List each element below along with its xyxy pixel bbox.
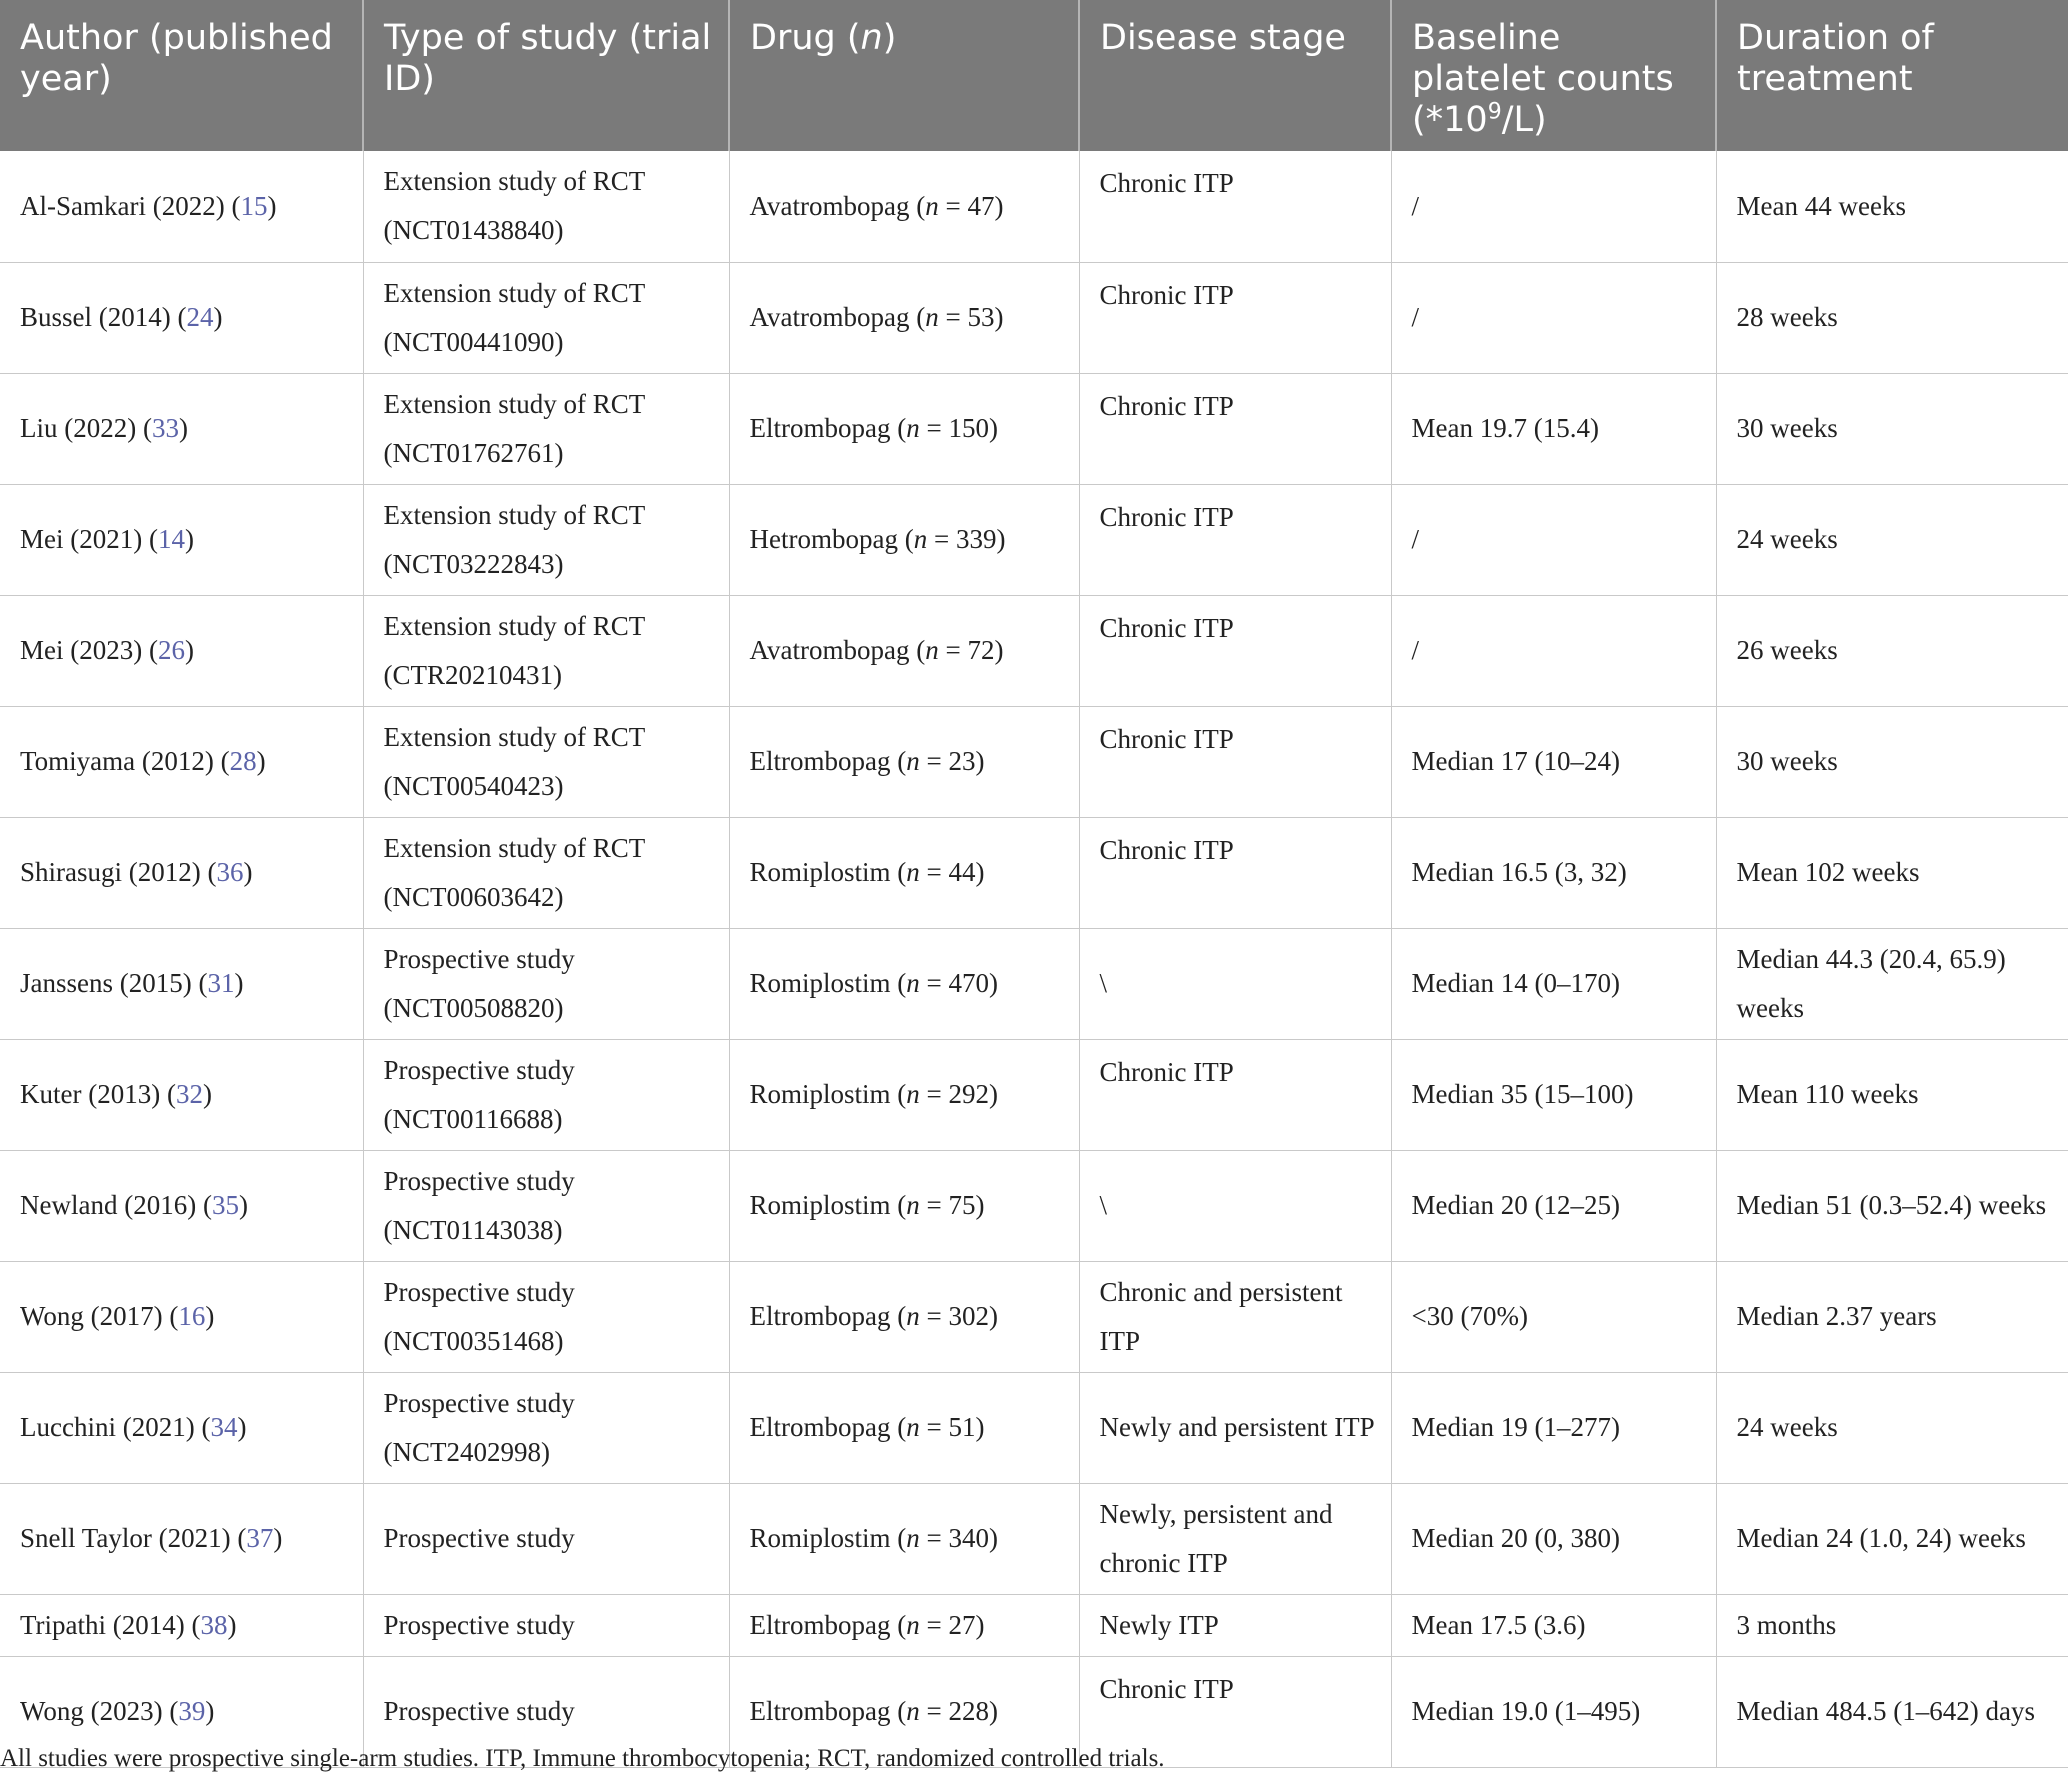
baseline-text: Median 35 (15–100) (1411, 1079, 1634, 1109)
sample-size-text: 339 (955, 524, 997, 554)
drug-name-text: Hetrombopag (749, 524, 898, 554)
study-type-text: Prospective study (383, 1696, 575, 1726)
cell-baseline (1391, 1150, 1716, 1261)
n-symbol: n (906, 413, 920, 443)
sample-size-text: 150 (948, 413, 989, 443)
cell-author: Bussel (2014) (24) (0, 262, 363, 373)
cell-study-type (363, 928, 729, 1039)
cell-author: Lucchini (2021) (34) (0, 1372, 363, 1483)
disease-stage-text: \ (1099, 968, 1108, 998)
baseline-text: Median 19.0 (1–495) (1411, 1696, 1641, 1726)
reference-link: 34 (210, 1412, 238, 1442)
cell-disease-stage (1079, 373, 1391, 484)
cell-duration (1716, 373, 2068, 484)
header-row (0, 0, 2068, 151)
n-symbol: n (906, 1079, 920, 1109)
reference-link: 37 (246, 1523, 274, 1553)
duration-text: Mean 44 weeks (1736, 190, 1906, 221)
sample-size-text: 72 (967, 635, 995, 665)
cell-disease-stage (1079, 595, 1391, 706)
n-symbol: n (906, 746, 920, 776)
cell-drug: Eltrombopag (n = 228) (729, 1656, 1079, 1767)
n-symbol: n (906, 1696, 920, 1726)
cell-duration (1716, 484, 2068, 595)
n-symbol: n (906, 968, 920, 998)
author-text: Wong (2017) (20, 1301, 163, 1331)
trial-id-text: (NCT00603642) (383, 881, 564, 912)
trial-id-text: (NCT01143038) (383, 1214, 563, 1245)
cell-disease-stage (1079, 1372, 1391, 1483)
trial-id-text: (NCT00540423) (383, 770, 564, 801)
disease-stage-text: Chronic ITP (1099, 1673, 1234, 1704)
author-text: Kuter (2013) (20, 1079, 161, 1109)
cell-study-type (363, 1483, 729, 1594)
cell-drug: Avatrombopag (n = 47) (729, 151, 1079, 262)
table-row (0, 595, 2068, 706)
reference-link: 28 (229, 746, 257, 776)
study-type-text: Extension study of RCT (383, 166, 646, 197)
sample-size-text: 53 (967, 302, 995, 332)
table-caption: All studies were prospective single-arm studies. ITP, Immune thrombocytopenia; RCT, randomized controlled trials. (0, 1745, 1165, 1772)
n-symbol: n (925, 635, 939, 665)
table-row (0, 1261, 2068, 1372)
cell-duration (1716, 1372, 2068, 1483)
baseline-text: <30 (70%) (1411, 1301, 1528, 1331)
author-text: Mei (2021) (20, 524, 143, 554)
disease-stage-text: Newly, persistent and chronic ITP (1099, 1498, 1333, 1578)
table-row (0, 1594, 2068, 1656)
drug-name-text: Eltrombopag (749, 1609, 891, 1640)
disease-stage-text: Chronic ITP (1099, 279, 1234, 310)
disease-stage-text: Chronic ITP (1099, 834, 1234, 865)
drug-name-text: Eltrombopag (749, 1412, 891, 1442)
study-type-text: Extension study of RCT (383, 277, 646, 308)
disease-stage-text: Chronic ITP (1099, 501, 1234, 532)
duration-text: Median 484.5 (1–642) days (1736, 1696, 2035, 1726)
cell-disease-stage (1079, 262, 1391, 373)
reference-link: 36 (216, 857, 244, 887)
disease-stage-text: Chronic ITP (1099, 1056, 1234, 1087)
cell-baseline (1391, 595, 1716, 706)
cell-study-type (363, 1372, 729, 1483)
cell-drug: Eltrombopag (n = 51) (729, 1372, 1079, 1483)
duration-text: 3 months (1736, 1609, 1837, 1640)
duration-text: 28 weeks (1736, 302, 1838, 332)
cell-author: Liu (2022) (33) (0, 373, 363, 484)
sample-size-text: 51 (948, 1412, 976, 1442)
cell-disease-stage (1079, 1039, 1391, 1150)
cell-study-type (363, 1261, 729, 1372)
sample-size-text: 470 (948, 968, 990, 998)
baseline-text: / (1411, 524, 1420, 554)
author-text: Bussel (2014) (20, 302, 171, 332)
cell-duration (1716, 1039, 2068, 1150)
cell-baseline (1391, 151, 1716, 262)
table-row (0, 706, 2068, 817)
table-row (0, 1483, 2068, 1594)
reference-link: 24 (186, 302, 214, 332)
drug-name-text: Romiplostim (749, 1079, 891, 1109)
reference-link: 32 (175, 1079, 203, 1109)
n-symbol: n (906, 1301, 920, 1331)
cell-study-type (363, 262, 729, 373)
n-symbol: n (925, 190, 939, 221)
table-row (0, 484, 2068, 595)
n-symbol: n (906, 1609, 920, 1640)
reference-link: 16 (178, 1301, 206, 1331)
n-symbol: n (906, 1412, 920, 1442)
cell-baseline (1391, 706, 1716, 817)
study-type-text: Extension study of RCT (383, 388, 646, 419)
cell-duration (1716, 151, 2068, 262)
table-row (0, 817, 2068, 928)
cell-duration (1716, 817, 2068, 928)
cell-disease-stage (1079, 1261, 1391, 1372)
disease-stage-text: Chronic ITP (1099, 612, 1234, 643)
author-text: Liu (2022) (20, 413, 137, 443)
cell-drug: Avatrombopag (n = 53) (729, 262, 1079, 373)
cell-drug: Romiplostim (n = 292) (729, 1039, 1079, 1150)
drug-name-text: Eltrombopag (749, 1301, 891, 1331)
study-type-text: Prospective study (383, 1387, 575, 1418)
table-row (0, 262, 2068, 373)
cell-author: Al-Samkari (2022) (15) (0, 151, 363, 262)
drug-name-text: Avatrombopag (749, 302, 910, 332)
cell-baseline (1391, 1656, 1716, 1767)
reference-link: 35 (211, 1190, 239, 1220)
sample-size-text: 292 (948, 1079, 990, 1109)
duration-text: 26 weeks (1736, 635, 1838, 665)
author-text: Janssens (2015) (20, 968, 192, 998)
author-text: Al-Samkari (2022) (20, 190, 225, 221)
cell-baseline (1391, 1372, 1716, 1483)
disease-stage-text: Newly ITP (1099, 1609, 1219, 1640)
cell-baseline (1391, 1483, 1716, 1594)
cell-duration (1716, 1261, 2068, 1372)
trial-id-text: (NCT2402998) (383, 1436, 550, 1467)
cell-author: Mei (2023) (26) (0, 595, 363, 706)
cell-study-type (363, 373, 729, 484)
cell-author: Mei (2021) (14) (0, 484, 363, 595)
drug-name-text: Romiplostim (749, 857, 891, 887)
duration-text: 24 weeks (1736, 524, 1838, 554)
author-text: Lucchini (2021) (20, 1412, 195, 1442)
n-symbol: n (906, 857, 920, 887)
header-author: Author (published year) (0, 0, 363, 151)
study-type-text: Prospective study (383, 1276, 575, 1307)
baseline-text: / (1411, 302, 1420, 332)
cell-duration (1716, 1594, 2068, 1656)
reference-link: 26 (157, 635, 185, 665)
study-type-text: Extension study of RCT (383, 721, 646, 752)
duration-text: Median 24 (1.0, 24) weeks (1736, 1523, 2026, 1553)
author-text: Mei (2023) (20, 635, 143, 665)
baseline-text: Mean 17.5 (3.6) (1411, 1609, 1586, 1640)
author-text: Newland (2016) (20, 1190, 197, 1220)
cell-author: Wong (2017) (16) (0, 1261, 363, 1372)
cell-drug: Eltrombopag (n = 23) (729, 706, 1079, 817)
table-row (0, 1150, 2068, 1261)
cell-study-type (363, 817, 729, 928)
drug-name-text: Eltrombopag (749, 1696, 891, 1726)
header-baseline: Baseline platelet counts $(*10^9/L)$ (1391, 0, 1716, 151)
cell-study-type (363, 151, 729, 262)
author-text: Tripathi (2014) (20, 1609, 185, 1640)
cell-disease-stage (1079, 1594, 1391, 1656)
baseline-text: Median 17 (10–24) (1411, 746, 1620, 776)
cell-baseline (1391, 1039, 1716, 1150)
duration-text: 24 weeks (1736, 1412, 1838, 1442)
cell-disease-stage (1079, 1483, 1391, 1594)
baseline-text: Median 20 (12–25) (1411, 1190, 1620, 1220)
cell-author: Shirasugi (2012) (36) (0, 817, 363, 928)
reference-link: 38 (200, 1609, 228, 1640)
reference-link: 15 (240, 190, 268, 221)
study-type-text: Prospective study (383, 1054, 575, 1085)
drug-name-text: Romiplostim (749, 1190, 891, 1220)
n-symbol: n (906, 1190, 920, 1220)
table-row (0, 151, 2068, 262)
duration-text: Median 51 (0.3–52.4) weeks (1736, 1190, 2047, 1220)
author-text: Wong (2023) (20, 1696, 163, 1726)
cell-study-type (363, 706, 729, 817)
study-type-text: Prospective study (383, 1609, 575, 1640)
cell-study-type (363, 595, 729, 706)
baseline-text: Mean 19.7 (15.4) (1411, 413, 1599, 443)
sample-size-text: 75 (948, 1190, 976, 1220)
cell-drug: Eltrombopag (n = 150) (729, 373, 1079, 484)
trial-id-text: (NCT03222843) (383, 548, 564, 579)
duration-text: Mean 110 weeks (1736, 1079, 1919, 1109)
cell-duration (1716, 262, 2068, 373)
cell-baseline (1391, 817, 1716, 928)
drug-name-text: Eltrombopag (749, 746, 891, 776)
cell-disease-stage (1079, 817, 1391, 928)
study-type-text: Extension study of RCT (383, 610, 646, 641)
duration-text: Mean 102 weeks (1736, 857, 1920, 887)
cell-duration (1716, 928, 2068, 1039)
study-type-text: Prospective study (383, 1523, 575, 1553)
disease-stage-text: \ (1099, 1190, 1108, 1220)
drug-name-text: Eltrombopag (749, 413, 891, 443)
cell-drug: Romiplostim (n = 44) (729, 817, 1079, 928)
drug-name-text: Romiplostim (749, 1523, 891, 1553)
trial-id-text: (NCT00441090) (383, 326, 564, 357)
header-drug: Drug (n) (729, 0, 1079, 151)
reference-link: 14 (157, 524, 185, 554)
study-type-text: Prospective study (383, 1165, 575, 1196)
cell-baseline (1391, 373, 1716, 484)
disease-stage-text: Chronic ITP (1099, 390, 1234, 421)
table-row (0, 373, 2068, 484)
table-row (0, 928, 2068, 1039)
disease-stage-text: Chronic ITP (1099, 723, 1234, 754)
cell-baseline (1391, 262, 1716, 373)
drug-name-text: Romiplostim (749, 968, 891, 998)
header-type: Type of study (trial ID) (363, 0, 729, 151)
header-duration: Duration of treatment (1716, 0, 2068, 151)
baseline-text: / (1411, 190, 1420, 221)
cell-disease-stage (1079, 151, 1391, 262)
cell-disease-stage (1079, 706, 1391, 817)
baseline-text: Median 16.5 (3, 32) (1411, 857, 1627, 887)
table-row (0, 1039, 2068, 1150)
drug-name-text: Avatrombopag (749, 190, 910, 221)
trial-id-text: (NCT01438840) (383, 215, 564, 246)
study-type-text: Prospective study (383, 943, 575, 974)
cell-study-type (363, 1594, 729, 1656)
trial-id-text: (NCT01762761) (383, 437, 564, 468)
reference-link: 31 (207, 968, 235, 998)
author-text: Tomiyama (2012) (20, 746, 214, 776)
n-symbol: n (913, 524, 928, 554)
baseline-text: Median 19 (1–277) (1411, 1412, 1620, 1442)
cell-disease-stage (1079, 928, 1391, 1039)
sample-size-text: 47 (967, 190, 995, 221)
cell-study-type (363, 1039, 729, 1150)
trial-id-text: (CTR20210431) (383, 659, 562, 690)
sample-size-text: 228 (948, 1696, 989, 1726)
cell-author: Tomiyama (2012) (28) (0, 706, 363, 817)
duration-text: Median 44.3 (20.4, 65.9) weeks (1736, 943, 2006, 1023)
study-type-text: Extension study of RCT (383, 499, 646, 530)
table-body (0, 151, 2068, 1767)
cell-baseline (1391, 484, 1716, 595)
duration-text: 30 weeks (1736, 746, 1838, 776)
cell-duration (1716, 1150, 2068, 1261)
sample-size-text: 44 (948, 857, 976, 887)
cell-drug: Avatrombopag (n = 72) (729, 595, 1079, 706)
drug-name-text: Avatrombopag (749, 635, 910, 665)
baseline-text: Median 14 (0–170) (1411, 968, 1620, 998)
duration-text: Median 2.37 years (1736, 1301, 1937, 1331)
n-symbol: n (925, 302, 939, 332)
cell-baseline (1391, 1594, 1716, 1656)
cell-author: Snell Taylor (2021) (37) (0, 1483, 363, 1594)
cell-drug: Eltrombopag (n = 302) (729, 1261, 1079, 1372)
cell-drug: Romiplostim (n = 340) (729, 1483, 1079, 1594)
header-stage: Disease stage (1079, 0, 1391, 151)
trial-id-text: (NCT00116688) (383, 1103, 563, 1134)
cell-study-type (363, 484, 729, 595)
table-row (0, 1372, 2068, 1483)
cell-author: Wong (2023) (39) (0, 1656, 363, 1767)
sample-size-text: 23 (948, 746, 976, 776)
cell-duration (1716, 1656, 2068, 1767)
baseline-text: Median 20 (0, 380) (1411, 1523, 1620, 1553)
cell-disease-stage (1079, 484, 1391, 595)
cell-author: Kuter (2013) (32) (0, 1039, 363, 1150)
cell-drug: Eltrombopag (n = 27) (729, 1594, 1079, 1656)
cell-disease-stage (1079, 1150, 1391, 1261)
trial-id-text: (NCT00508820) (383, 992, 564, 1023)
author-text: Shirasugi (2012) (20, 857, 201, 887)
sample-size-text: 302 (948, 1301, 989, 1331)
reference-link: 39 (178, 1696, 206, 1726)
trial-id-text: (NCT00351468) (383, 1325, 564, 1356)
cell-baseline (1391, 928, 1716, 1039)
cell-author: Tripathi (2014) (38) (0, 1594, 363, 1656)
cell-duration (1716, 1483, 2068, 1594)
cell-drug: Romiplostim (n = 75) (729, 1150, 1079, 1261)
cell-duration (1716, 706, 2068, 817)
sample-size-text: 340 (948, 1523, 990, 1553)
cell-author: Janssens (2015) (31) (0, 928, 363, 1039)
cell-duration (1716, 595, 2068, 706)
cell-baseline (1391, 1261, 1716, 1372)
disease-stage-text: Newly and persistent ITP (1099, 1412, 1375, 1442)
study-type-text: Extension study of RCT (383, 832, 646, 863)
cell-drug: Hetrombopag (n = 339) (729, 484, 1079, 595)
reference-link: 33 (151, 413, 179, 443)
disease-stage-text: Chronic and persistent ITP (1099, 1276, 1343, 1356)
duration-text: 30 weeks (1736, 413, 1838, 443)
n-symbol: n (906, 1523, 920, 1553)
cell-drug: Romiplostim (n = 470) (729, 928, 1079, 1039)
cell-study-type (363, 1150, 729, 1261)
author-text: Snell Taylor (2021) (20, 1523, 231, 1553)
disease-stage-text: Chronic ITP (1099, 168, 1234, 198)
baseline-text: / (1411, 635, 1420, 665)
sample-size-text: 27 (948, 1609, 976, 1640)
cell-author: Newland (2016) (35) (0, 1150, 363, 1261)
